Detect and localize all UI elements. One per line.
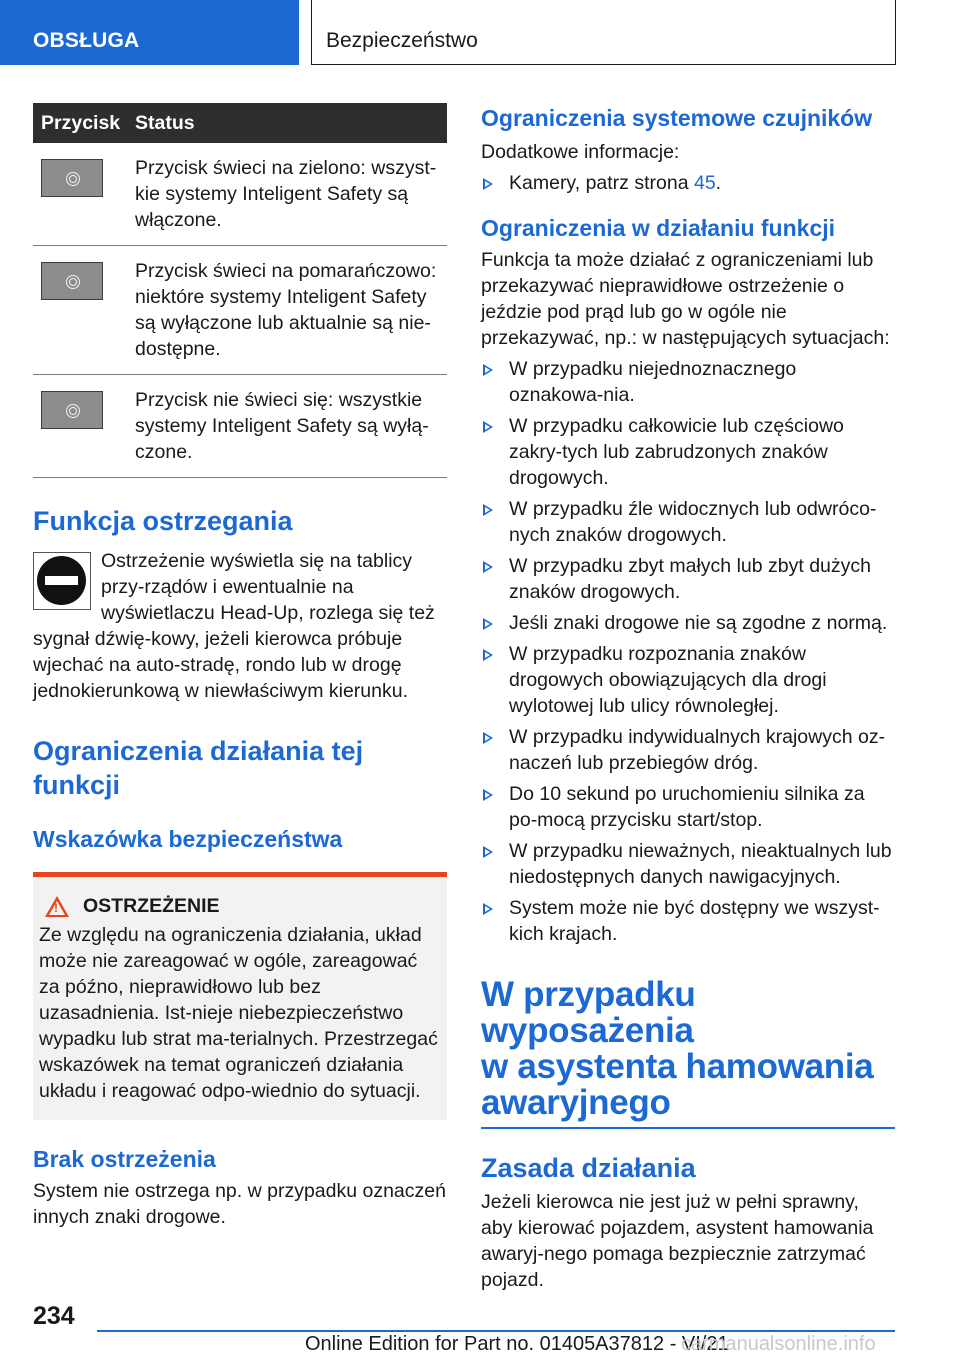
subheading-safety-note: Wskazówka bezpieczeństwa	[33, 826, 343, 852]
list-item: W przypadku nieważnych, nieaktualnych lub niedostępnych danych nawigacyjnych.	[481, 838, 895, 890]
subheading-function-limits: Ograniczenia w działaniu funkcji	[481, 215, 836, 241]
subheading-principle: Zasada działania	[481, 1153, 696, 1183]
subheading-no-warning: Brak ostrzeżenia	[33, 1146, 216, 1172]
footer-watermark: carmanualsonline.info	[681, 1333, 876, 1355]
chapter-header	[311, 0, 896, 65]
left-column	[33, 103, 447, 1230]
intelligent-safety-button-icon	[41, 391, 103, 429]
bullet-arrow-icon	[483, 421, 493, 433]
bullet-arrow-icon	[483, 732, 493, 744]
no-entry-sign-icon	[33, 552, 91, 610]
col-header-button: Przycisk	[41, 111, 121, 134]
status-text: Przycisk nie świeci się: wszystkie systemy Inteligent Safety są wyłą-czone.	[127, 375, 447, 478]
emergency-heading	[481, 977, 895, 1129]
button-status-table	[33, 103, 447, 478]
list-item: Kamery, patrz strona 45.	[481, 170, 895, 196]
warning-function-block	[33, 548, 447, 704]
intelligent-safety-button-icon	[41, 159, 103, 197]
warning-function-text: Ostrzeżenie wyświetla się na tablicy przy-rządów i ewentualnie na wyświetlaczu Head-Up, rozlega się też sygnał dźwię-kowy, jeżeli kierowca próbuje wjechać na auto-stradę, rondo lub w drogę jednokierunkową w niewłaściwym kierunku.	[33, 550, 435, 702]
footer-edition: Online Edition for Part no. 01405A37812 - VI/21	[305, 1333, 729, 1355]
status-text: Przycisk świeci na zielono: wszyst-kie systemy Inteligent Safety są włączone.	[127, 143, 447, 246]
table-row	[33, 375, 447, 478]
bullet-arrow-icon	[483, 903, 493, 915]
list-item: Jeśli znaki drogowe nie są zgodne z normą.	[481, 610, 895, 636]
table-row	[33, 246, 447, 375]
intelligent-safety-button-icon	[41, 262, 103, 300]
principle-text: Jeżeli kierowca nie jest już w pełni sprawny, aby kierować pojazdem, asystent hamowania awaryj-nego pomaga bezpiecznie zatrzymać pojazd.	[481, 1191, 874, 1291]
bullet-arrow-icon	[483, 364, 493, 376]
chapter-title: Bezpieczeństwo	[326, 29, 478, 52]
list-item: W przypadku źle widocznych lub odwróco-nych znaków drogowych.	[481, 496, 895, 548]
sensor-limits-intro: Dodatkowe informacje:	[481, 141, 680, 163]
bullet-arrow-icon	[483, 618, 493, 630]
table-header-row	[33, 103, 447, 143]
bullet-arrow-icon	[483, 789, 493, 801]
list-item: System może nie być dostępny we wszyst-kich krajach.	[481, 895, 895, 947]
footer-rule	[97, 1330, 895, 1332]
sensor-limits-list	[481, 170, 895, 196]
no-warning-text: System nie ostrzega np. w przypadku oznaczeń innych znaki drogowe.	[33, 1180, 446, 1228]
list-item: W przypadku indywidualnych krajowych oz-naczeń lub przebiegów dróg.	[481, 724, 895, 776]
heading-rule	[481, 1127, 895, 1129]
emergency-title-line-3: awaryjnego	[481, 1083, 671, 1122]
list-item: W przypadku niejednoznacznego oznakowa-nia.	[481, 356, 895, 408]
bullet-arrow-icon	[483, 178, 493, 190]
warning-box	[33, 872, 447, 1120]
section-heading-warning-function: Funkcja ostrzegania	[33, 506, 293, 536]
list-item: W przypadku całkowicie lub częściowo zakry-tych lub zabrudzonych znaków drogowych.	[481, 413, 895, 491]
bullet-arrow-icon	[483, 649, 493, 661]
list-item: W przypadku rozpoznania znaków drogowych obowiązujących dla drogi wylotowej lub ulicy równoległej.	[481, 641, 895, 719]
col-header-status: Status	[135, 111, 195, 134]
warning-text: Ze względu na ograniczenia działania, układ może nie zareagować w ogóle, zareagować za późno, nieprawidłowo lub bez uzasadnienia. Ist-nieje niebezpieczeństwo wypadku lub strat ma-terialnych. Przestrzegać wskazówek na temat ograniczeń działania układu i reagować odpo-wiednio do sytuacji.	[39, 924, 438, 1102]
emergency-title-line-1: W przypadku wyposażenia	[481, 975, 696, 1050]
page-number: 234	[33, 1302, 75, 1330]
subheading-sensor-limits: Ograniczenia systemowe czujników	[481, 105, 873, 131]
bullet-arrow-icon	[483, 846, 493, 858]
function-limits-intro: Funkcja ta może działać z ograniczeniami lub przekazywać nieprawidłowe ostrzeżenie o jeździe pod prąd lub go w ogóle nie przekazywać, np.: w następujących sytuacjach:	[481, 249, 890, 349]
table-row	[33, 143, 447, 246]
section-heading-limits: Ograniczenia działania tej funkcji	[33, 736, 364, 800]
list-item: W przypadku zbyt małych lub zbyt dużych znaków drogowych.	[481, 553, 895, 605]
bullet-arrow-icon	[483, 504, 493, 516]
right-column	[481, 103, 895, 1293]
section-tab	[0, 0, 299, 65]
function-limits-list	[481, 356, 895, 947]
section-title: OBSŁUGA	[33, 29, 140, 52]
warning-triangle-icon	[45, 896, 69, 917]
page-link[interactable]: 45	[693, 172, 716, 194]
warning-label: OSTRZEŻENIE	[83, 895, 220, 917]
status-text: Przycisk świeci na pomarańczowo: niektóre systemy Inteligent Safety są wyłączone lub aktualnie są nie-dostępne.	[127, 246, 447, 375]
emergency-title-line-2: w asystenta hamowania	[481, 1047, 874, 1086]
bullet-arrow-icon	[483, 561, 493, 573]
list-item: Do 10 sekund po uruchomieniu silnika za po-mocą przycisku start/stop.	[481, 781, 895, 833]
